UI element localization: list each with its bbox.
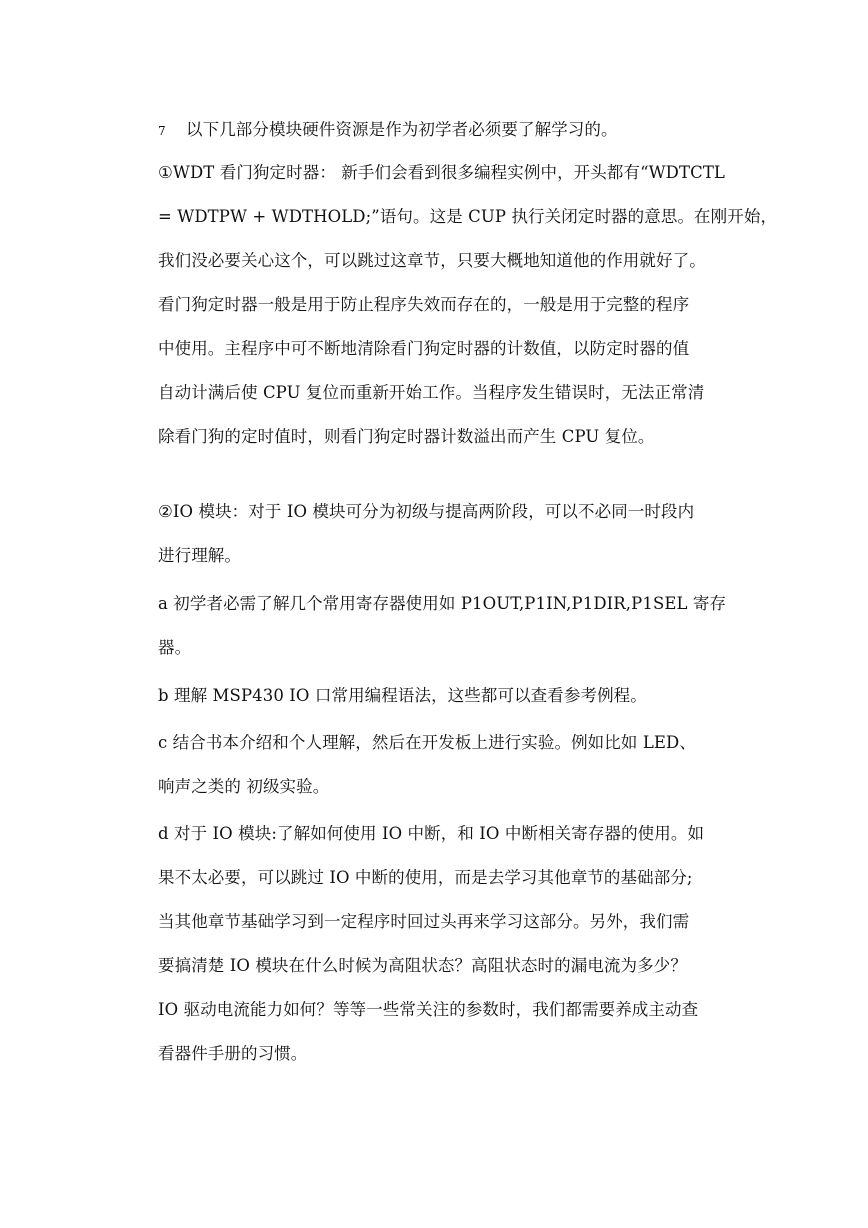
text-line: 看门狗定时器一般是用于防止程序失效而存在的，一般是用于完整的程序 (158, 295, 690, 314)
text-line: = WDTPW + WDTHOLD;”语句。这是 CUP 执行关闭定时器的意思。在刚开始， (158, 207, 778, 226)
heading-number: 7 (158, 124, 166, 138)
text-line: d 对于 IO 模块:了解如何使用 IO 中断，和 IO 中断相关寄存器的使用。如 (158, 824, 705, 843)
text-line: ①WDT 看门狗定时器： 新手们会看到很多编程实例中，开头都有“WDTCTL (158, 163, 725, 182)
text-line: 中使用。主程序中可不断地清除看门狗定时器的计数值，以防定时器的值 (158, 339, 690, 358)
text-line: 响声之类的 初级实验。 (158, 777, 330, 796)
text-line: ②IO 模块：对于 IO 模块可分为初级与提高两阶段，可以不必同一时段内 (158, 502, 695, 521)
text-line: 果不太必要，可以跳过 IO 中断的使用，而是去学习其他章节的基础部分; (158, 868, 693, 887)
text-line: b 理解 MSP430 IO 口常用编程语法，这些都可以查看参考例程。 (158, 686, 647, 705)
text-line: 我们没必要关心这个，可以跳过这章节，只要大概地知道他的作用就好了。 (158, 251, 706, 270)
text-line: 要搞清楚 IO 模块在什么时候为高阻状态？高阻状态时的漏电流为多少？ (158, 956, 687, 975)
heading-text: 以下几部分模块硬件资源是作为初学者必须要了解学习的。 (186, 120, 618, 139)
text-line: IO 驱动电流能力如何？等等一些常关注的参数时，我们都需要养成主动查 (158, 1000, 699, 1019)
text-line: a 初学者必需了解几个常用寄存器使用如 P1OUT,P1IN,P1DIR,P1SEL 寄存 (158, 594, 727, 613)
text-line: 看器件手册的习惯。 (158, 1044, 308, 1063)
text-line: c 结合书本介绍和个人理解，然后在开发板上进行实验。例如比如 LED、 (158, 733, 696, 752)
text-line: 进行理解。 (158, 546, 241, 565)
text-line: 当其他章节基础学习到一定程序时回过头再来学习这部分。另外，我们需 (158, 912, 690, 931)
text-line: 除看门狗的定时值时，则看门狗定时器计数溢出而产生 CPU 复位。 (158, 427, 655, 446)
section-heading (158, 118, 750, 143)
text-line: 器。 (158, 638, 192, 657)
text-line: 自动计满后使 CPU 复位而重新开始工作。当程序发生错误时，无法正常清 (158, 383, 705, 402)
